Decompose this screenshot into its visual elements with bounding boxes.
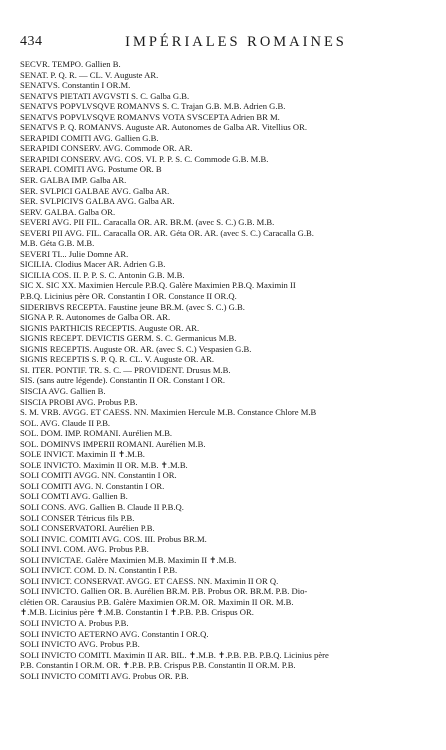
- legend-entry-line: SOLE INVICT. Maximin II ✝.M.B.: [20, 449, 145, 460]
- legend-entry-line: SOLI INVICTO. Gallien OR. B. Aurélien BR.M. P.B. Probus OR. BR.M. P.B. Dio-: [20, 586, 308, 597]
- legend-entry-line: SOL. DOMINVS IMPERII ROMANI. Aurélien M.B.: [20, 438, 206, 449]
- legend-entry-line: SOLI INVICTO AETERNO AVG. Constantin I OR.Q.: [20, 628, 209, 639]
- legend-entries-list: [20, 59, 436, 681]
- legend-entry-line: SISCIA AVG. Gallien B.: [20, 385, 106, 396]
- legend-entry-line: SISCIA PROBI AVG. Probus P.B.: [20, 396, 138, 407]
- legend-entry-line: S. M. VRB. AVGG. ET CAESS. NN. Maximien Hercule M.B. Constance Chlore M.B: [20, 407, 317, 418]
- legend-entry-line: SOLI COMITI AVG. N. Constantin I OR.: [20, 480, 165, 491]
- legend-entry-line: SERAPIDI CONSERV. AVG. Commode OR. AR.: [20, 143, 193, 154]
- legend-entry-line: SIC X. SIC XX. Maximien Hercule P.B.Q. Galère Maximien P.B.Q. Maximin II: [20, 280, 296, 291]
- legend-entry-line: SIS. (sans autre légende). Constantin II OR. Constant I OR.: [20, 375, 226, 386]
- legend-entry-line: SECVR. TEMPO. Gallien B.: [20, 59, 121, 69]
- legend-entry-line: SENATVS P. Q. ROMANVS. Auguste AR. Autonomes de Galba AR. Vitellius OR.: [20, 122, 307, 133]
- legend-entry-line: P.B. Constantin I OR.M. OR. ✝.P.B. P.B. Crispus P.B. Constantin II OR.M. P.B.: [20, 660, 296, 671]
- legend-entry-line: SOLI INVICTO A. Probus P.B.: [20, 617, 129, 628]
- legend-entry-line: SOLI INVICTO COMITI AVG. Probus OR. P.B.: [20, 670, 189, 681]
- legend-entry-line: SOLI INVIC. COMITI AVG. COS. III. Probus BR.M.: [20, 533, 207, 544]
- legend-entry-line: clétien OR. Carausius P.B. Galère Maximien OR.M. OR. Maximin II OR. M.B.: [20, 596, 294, 607]
- legend-entry-line: SOL. AVG. Claude II P.B.: [20, 417, 111, 428]
- legend-entry-line: SOLE INVICTO. Maximin II OR. M.B. ✝.M.B.: [20, 459, 188, 470]
- legend-entry-line: SOLI INVI. COM. AVG. Probus P.B.: [20, 544, 149, 555]
- legend-entry-line: SOLI INVICTAE. Galère Maximien M.B. Maximin II ✝.M.B.: [20, 554, 237, 565]
- legend-entry-line: SI. ITER. PONTIF. TR. S. C. — PROVIDENT. Drusus M.B.: [20, 364, 231, 375]
- legend-entry-line: SENATVS. Constantin I OR.M.: [20, 80, 131, 91]
- legend-entry-line: SOLI CONSER Tétricus fils P.B.: [20, 512, 135, 523]
- legend-entry-line: SOLI COMTI AVG. Gallien B.: [20, 491, 128, 502]
- legend-entry-line: SEVERI PII AVG. FIL. Caracalla OR. AR. Géta OR. AR. (avec S. C.) Caracalla G.B.: [20, 227, 314, 238]
- legend-entry-line: SOLI INVICT. COM. D. N. Constantin I P.B.: [20, 565, 178, 576]
- legend-entry-line: SER. SVLPICIVS GALBA AVG. Galba AR.: [20, 196, 175, 207]
- legend-entry-line: SIGNIS RECEPTIS S. P. Q. R. CL. V. Auguste OR. AR.: [20, 354, 215, 365]
- legend-entry-line: SENATVS POPVLVSQVE ROMANVS S. C. Trajan G.B. M.B. Adrien G.B.: [20, 101, 286, 112]
- legend-entry-line: P.B.Q. Licinius père OR. Constantin I OR. Constance II OR.Q.: [20, 291, 237, 302]
- legend-entry-line: SERAPI. COMITI AVG. Postume OR. B: [20, 164, 162, 175]
- legend-entry-line: SIGNIS RECEPTIS. Auguste OR. AR. (avec S. C.) Vespasien G.B.: [20, 343, 252, 354]
- legend-entry-line: SICILIA. Clodius Macer AR. Adrien G.B.: [20, 259, 166, 270]
- legend-entry-line: SENAT. P. Q. R. — CL. V. Auguste AR.: [20, 69, 159, 80]
- legend-entry-line: SIGNIS RECEPT. DEVICTIS GERM. S. C. Germanicus M.B.: [20, 333, 237, 344]
- legend-entry-line: SERAPIDI COMITI AVG. Gallien G.B.: [20, 132, 159, 143]
- legend-entry-line: SERAPIDI CONSERV. AVG. COS. VI. P. P. S. C. Commode G.B. M.B.: [20, 153, 269, 164]
- legend-entry-line: M.B. Géta G.B. M.B.: [20, 238, 95, 249]
- page-header: [20, 34, 432, 54]
- legend-entry-line: SIGNIS PARTHICIS RECEPTIS. Auguste OR. AR.: [20, 322, 200, 333]
- legend-entry-line: SER. SVLPICI GALBAE AVG. Galba AR.: [20, 185, 170, 196]
- legend-entry-line: SOLI INVICTO AVG. Probus P.B.: [20, 639, 140, 650]
- legend-entry-line: SENATVS POPVLVSQVE ROMANVS VOTA SVSCEPTA Adrien BR M.: [20, 111, 280, 122]
- legend-entry-line: SERV. GALBA. Galba OR.: [20, 206, 116, 217]
- legend-entry-line: SEVERI AVG. PII FIL. Caracalla OR. AR. BR.M. (avec S. C.) G.B. M.B.: [20, 217, 275, 228]
- legend-entry-line: SENATVS PIETATI AVGVSTI S. C. Galba G.B.: [20, 90, 190, 101]
- page-number: 434: [20, 34, 43, 49]
- legend-entry-line: SOL. DOM. IMP. ROMANI. Aurélien M.B.: [20, 428, 173, 439]
- legend-entry-line: SOLI INVICTO COMITI. Maximin II AR. BIL. ✝.M.B. ✝.P.B. P.B. P.B.Q. Licinius père: [20, 649, 329, 660]
- legend-entry-line: SOLI COMITI AVGG. NN. Constantin I OR.: [20, 470, 177, 481]
- legend-entry-line: SOLI CONSERVATORI. Aurélien P.B.: [20, 523, 155, 534]
- legend-entry-line: SOLI CONS. AVG. Gallien B. Claude II P.B.Q.: [20, 501, 184, 512]
- running-title: IMPÉRIALES ROMAINES: [125, 34, 347, 50]
- legend-entry-line: SIDERIBVS RECEPTA. Faustine jeune BR.M. (avec S. C.) G.B.: [20, 301, 245, 312]
- legend-entry-line: SEVERI TI... Julie Domne AR.: [20, 248, 129, 259]
- legend-entry-line: SIGNA P. R. Autonomes de Galba OR. AR.: [20, 312, 171, 323]
- legend-entry-line: ✝.M.B. Licinius père ✝.M.B. Constantin I ✝.P.B. P.B. Crispus OR.: [20, 607, 254, 618]
- legend-entry-line: SER. GALBA IMP. Galba AR.: [20, 175, 127, 186]
- legend-entry-line: SICILIA COS. II. P. P. S. C. Antonin G.B. M.B.: [20, 269, 185, 280]
- legend-entry-line: SOLI INVICT. CONSERVAT. AVGG. ET CAESS. NN. Maximin II OR Q.: [20, 575, 279, 586]
